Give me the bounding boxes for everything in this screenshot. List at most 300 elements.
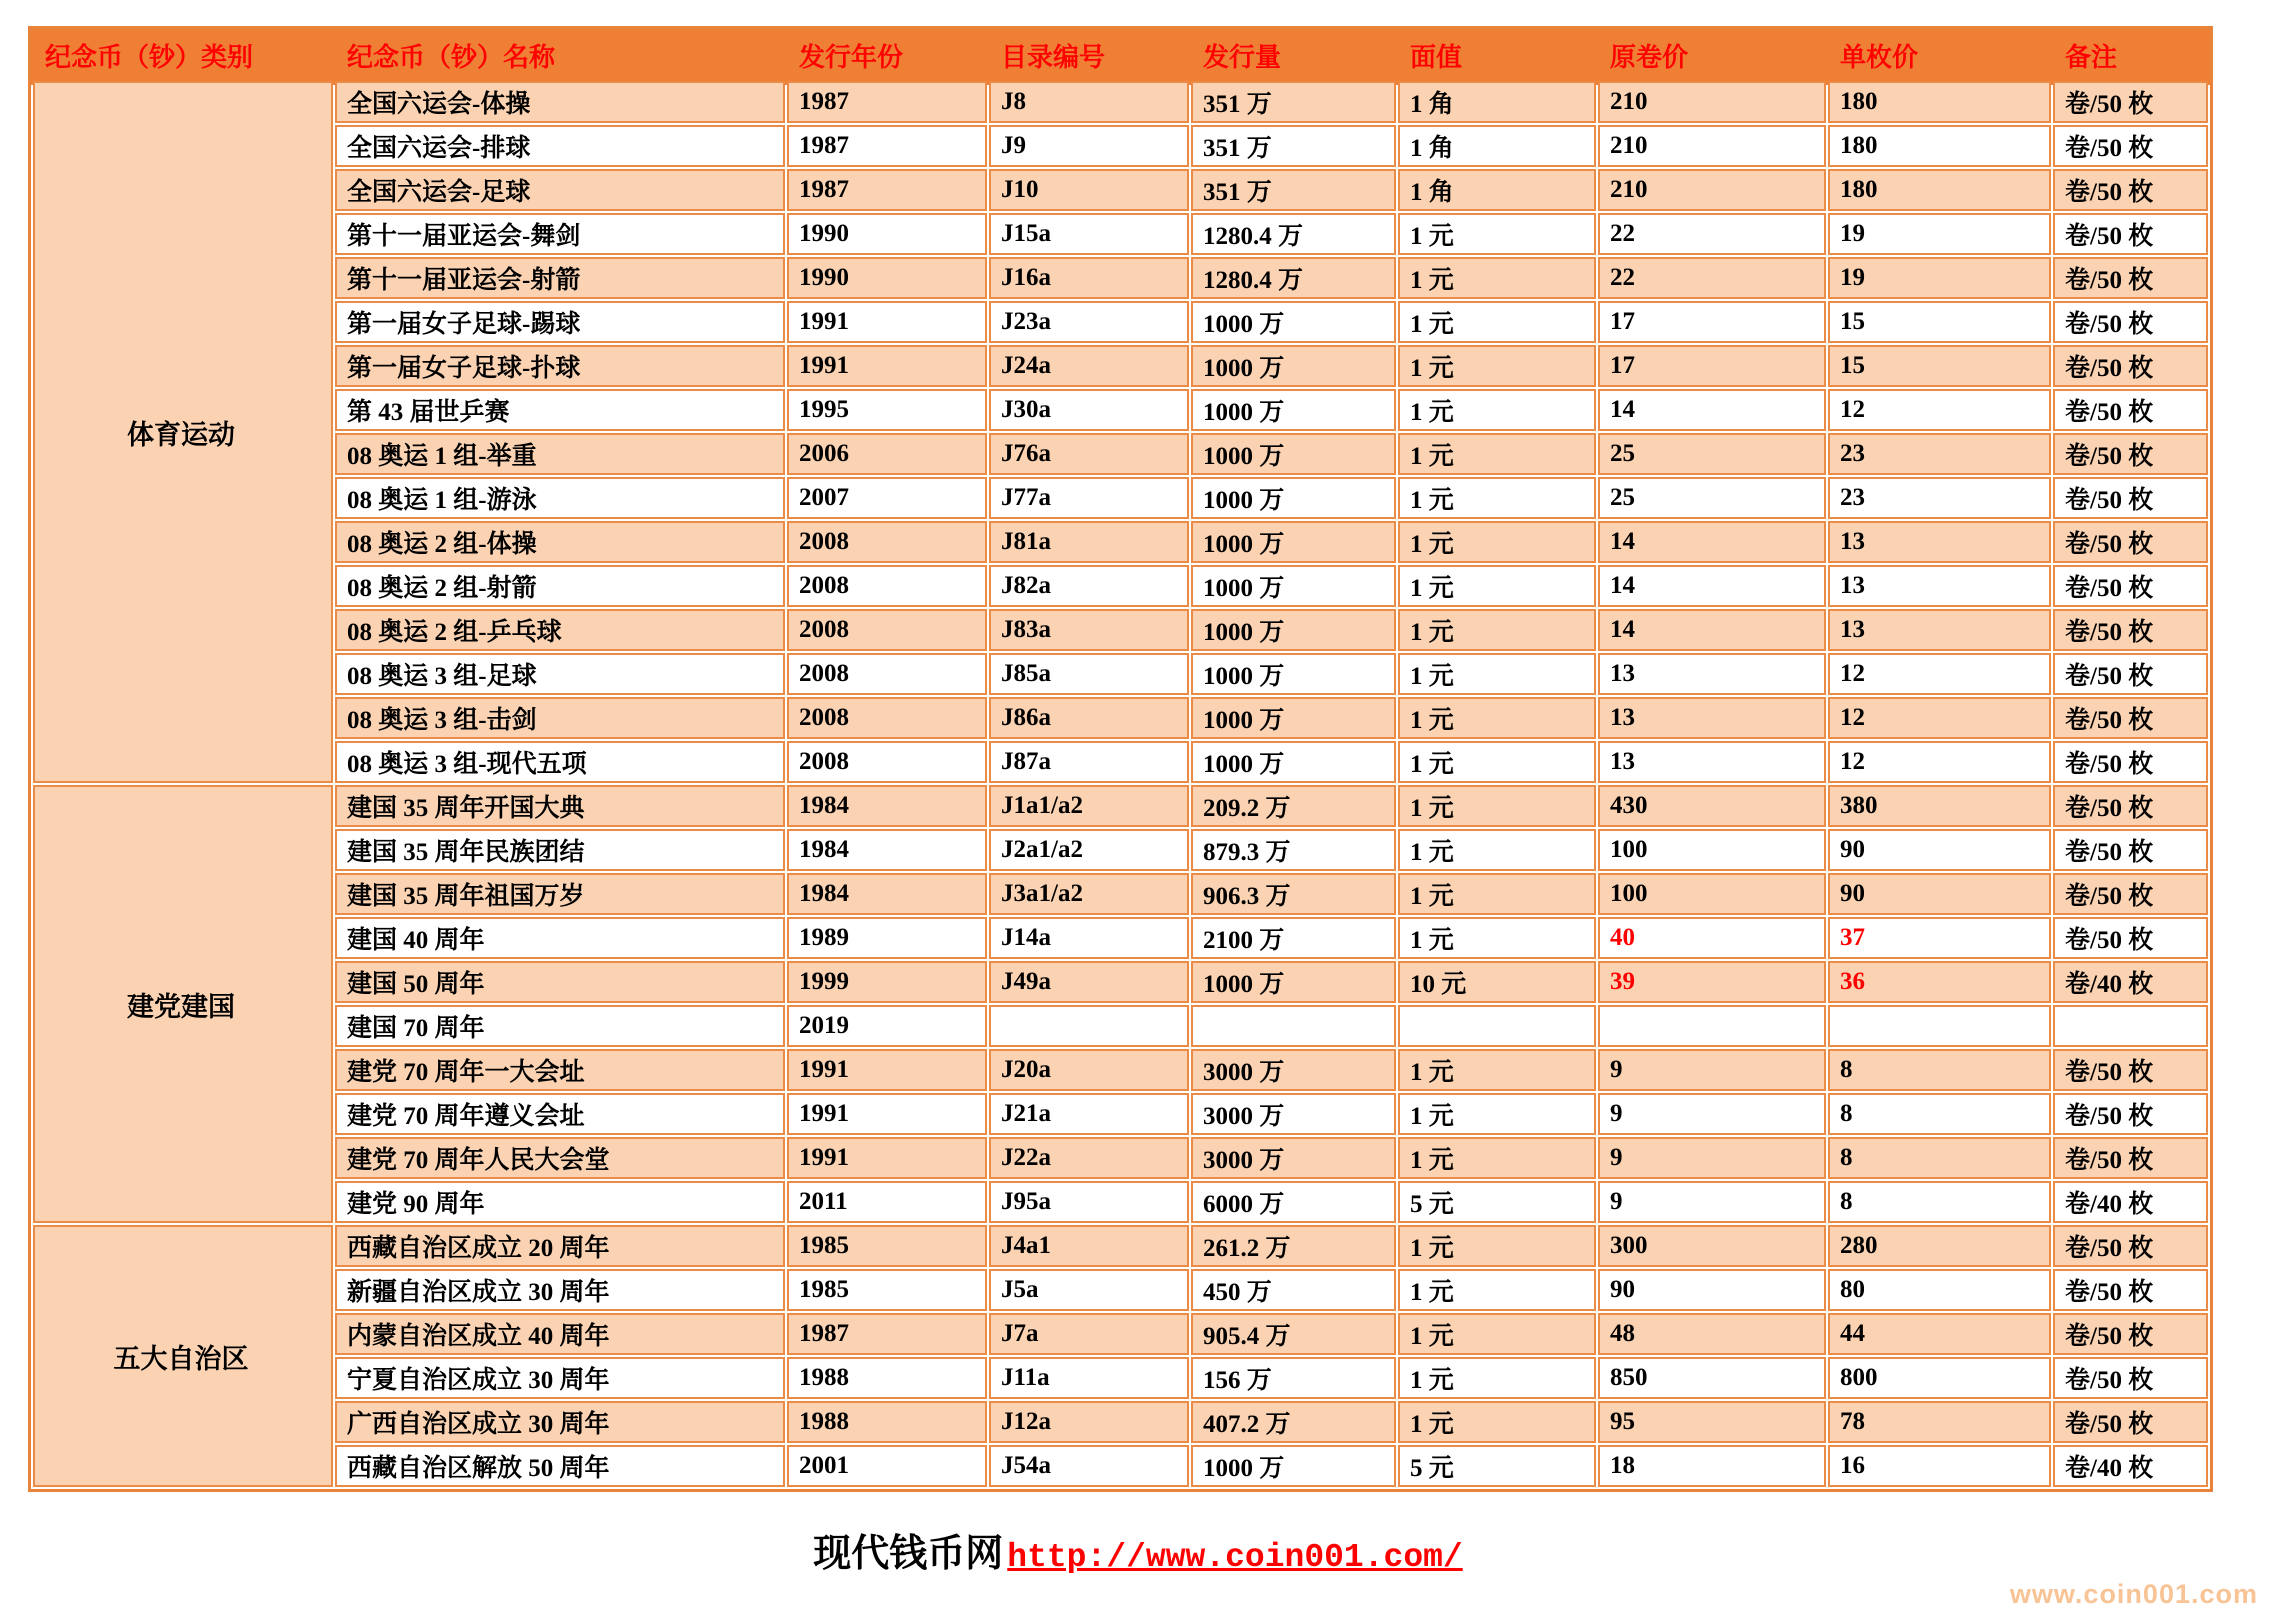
catalog-cell: J5a	[989, 1269, 1189, 1311]
roll-price-cell: 300	[1598, 1225, 1826, 1267]
face-value-cell: 1 元	[1398, 1093, 1596, 1135]
roll-price-cell: 48	[1598, 1313, 1826, 1355]
quantity-cell: 1000 万	[1191, 345, 1396, 387]
year-cell: 2007	[787, 477, 987, 519]
catalog-cell: J4a1	[989, 1225, 1189, 1267]
table-row	[33, 829, 2208, 871]
quantity-cell: 1000 万	[1191, 961, 1396, 1003]
table-row	[33, 477, 2208, 519]
roll-price-cell: 850	[1598, 1357, 1826, 1399]
face-value-cell: 1 元	[1398, 873, 1596, 915]
quantity-cell: 1000 万	[1191, 521, 1396, 563]
name-cell: 08 奥运 3 组-击剑	[335, 697, 785, 739]
face-value-cell: 1 元	[1398, 917, 1596, 959]
name-cell: 建国 35 周年祖国万岁	[335, 873, 785, 915]
single-price-cell: 23	[1828, 433, 2051, 475]
single-price-cell: 12	[1828, 389, 2051, 431]
single-price-cell: 8	[1828, 1181, 2051, 1223]
face-value-cell: 1 角	[1398, 169, 1596, 211]
name-cell: 新疆自治区成立 30 周年	[335, 1269, 785, 1311]
name-cell: 第一届女子足球-扑球	[335, 345, 785, 387]
note-cell: 卷/50 枚	[2053, 1269, 2208, 1311]
single-price-cell: 80	[1828, 1269, 2051, 1311]
roll-price-cell: 9	[1598, 1049, 1826, 1091]
note-cell: 卷/50 枚	[2053, 873, 2208, 915]
table-row	[33, 565, 2208, 607]
single-price-cell: 90	[1828, 873, 2051, 915]
catalog-cell: J9	[989, 125, 1189, 167]
face-value-cell: 1 角	[1398, 125, 1596, 167]
single-price-cell: 180	[1828, 125, 2051, 167]
category-cell: 建党建国	[33, 785, 333, 1223]
name-cell: 西藏自治区解放 50 周年	[335, 1445, 785, 1487]
roll-price-cell: 39	[1598, 961, 1826, 1003]
table-row	[33, 1049, 2208, 1091]
name-cell: 内蒙自治区成立 40 周年	[335, 1313, 785, 1355]
face-value-cell: 1 元	[1398, 697, 1596, 739]
table-row	[33, 653, 2208, 695]
year-cell: 1984	[787, 785, 987, 827]
table-row	[33, 389, 2208, 431]
year-cell: 1991	[787, 1093, 987, 1135]
face-value-cell: 1 元	[1398, 521, 1596, 563]
site-name: 现代钱币网	[813, 1533, 1004, 1575]
note-cell: 卷/50 枚	[2053, 521, 2208, 563]
note-cell: 卷/50 枚	[2053, 1137, 2208, 1179]
column-header-single-price: 单枚价	[1828, 31, 2051, 79]
year-cell: 1987	[787, 81, 987, 123]
name-cell: 建党 70 周年一大会址	[335, 1049, 785, 1091]
name-cell: 建国 70 周年	[335, 1005, 785, 1047]
name-cell: 建国 40 周年	[335, 917, 785, 959]
quantity-cell: 1000 万	[1191, 741, 1396, 783]
note-cell	[2053, 1005, 2208, 1047]
single-price-cell: 13	[1828, 609, 2051, 651]
column-header-name: 纪念币（钞）名称	[335, 31, 785, 79]
catalog-cell: J8	[989, 81, 1189, 123]
face-value-cell: 1 元	[1398, 829, 1596, 871]
roll-price-cell: 17	[1598, 345, 1826, 387]
single-price-cell: 12	[1828, 653, 2051, 695]
note-cell: 卷/50 枚	[2053, 565, 2208, 607]
quantity-cell: 351 万	[1191, 125, 1396, 167]
roll-price-cell: 210	[1598, 125, 1826, 167]
quantity-cell: 906.3 万	[1191, 873, 1396, 915]
quantity-cell: 1000 万	[1191, 565, 1396, 607]
note-cell: 卷/50 枚	[2053, 1225, 2208, 1267]
table-row	[33, 1005, 2208, 1047]
year-cell: 1991	[787, 1049, 987, 1091]
face-value-cell: 1 元	[1398, 257, 1596, 299]
note-cell: 卷/40 枚	[2053, 1445, 2208, 1487]
roll-price-cell: 9	[1598, 1137, 1826, 1179]
catalog-cell: J14a	[989, 917, 1189, 959]
category-cell: 五大自治区	[33, 1225, 333, 1487]
quantity-cell: 1280.4 万	[1191, 213, 1396, 255]
single-price-cell: 37	[1828, 917, 2051, 959]
note-cell: 卷/50 枚	[2053, 345, 2208, 387]
table-row	[33, 345, 2208, 387]
face-value-cell: 1 元	[1398, 301, 1596, 343]
name-cell: 建党 90 周年	[335, 1181, 785, 1223]
single-price-cell: 16	[1828, 1445, 2051, 1487]
catalog-cell: J15a	[989, 213, 1189, 255]
quantity-cell: 3000 万	[1191, 1137, 1396, 1179]
catalog-cell: J54a	[989, 1445, 1189, 1487]
roll-price-cell: 13	[1598, 653, 1826, 695]
name-cell: 08 奥运 3 组-足球	[335, 653, 785, 695]
quantity-cell: 1000 万	[1191, 697, 1396, 739]
note-cell: 卷/50 枚	[2053, 433, 2208, 475]
catalog-cell: J95a	[989, 1181, 1189, 1223]
face-value-cell: 1 元	[1398, 433, 1596, 475]
roll-price-cell: 22	[1598, 213, 1826, 255]
note-cell: 卷/50 枚	[2053, 917, 2208, 959]
catalog-cell: J87a	[989, 741, 1189, 783]
single-price-cell: 180	[1828, 169, 2051, 211]
note-cell: 卷/50 枚	[2053, 1357, 2208, 1399]
face-value-cell: 1 角	[1398, 81, 1596, 123]
table-row	[33, 1181, 2208, 1223]
year-cell: 1985	[787, 1225, 987, 1267]
catalog-cell: J23a	[989, 301, 1189, 343]
note-cell: 卷/50 枚	[2053, 1093, 2208, 1135]
roll-price-cell: 40	[1598, 917, 1826, 959]
table-header-row	[33, 31, 2208, 79]
single-price-cell: 12	[1828, 697, 2051, 739]
single-price-cell	[1828, 1005, 2051, 1047]
watermark-text: www.coin001.com	[2009, 1579, 2258, 1609]
catalog-cell: J3a1/a2	[989, 873, 1189, 915]
face-value-cell: 1 元	[1398, 1357, 1596, 1399]
year-cell: 1987	[787, 1313, 987, 1355]
note-cell: 卷/50 枚	[2053, 697, 2208, 739]
note-cell: 卷/50 枚	[2053, 81, 2208, 123]
single-price-cell: 12	[1828, 741, 2051, 783]
roll-price-cell: 14	[1598, 609, 1826, 651]
table-row	[33, 521, 2208, 563]
year-cell: 1987	[787, 169, 987, 211]
name-cell: 广西自治区成立 30 周年	[335, 1401, 785, 1443]
catalog-cell: J22a	[989, 1137, 1189, 1179]
roll-price-cell: 14	[1598, 565, 1826, 607]
table-row	[33, 169, 2208, 211]
year-cell: 1988	[787, 1357, 987, 1399]
single-price-cell: 280	[1828, 1225, 2051, 1267]
year-cell: 2008	[787, 741, 987, 783]
note-cell: 卷/50 枚	[2053, 1049, 2208, 1091]
quantity-cell: 450 万	[1191, 1269, 1396, 1311]
roll-price-cell: 25	[1598, 433, 1826, 475]
roll-price-cell: 100	[1598, 829, 1826, 871]
category-cell: 体育运动	[33, 81, 333, 783]
single-price-cell: 13	[1828, 521, 2051, 563]
quantity-cell: 209.2 万	[1191, 785, 1396, 827]
table-row	[33, 1445, 2208, 1487]
roll-price-cell: 90	[1598, 1269, 1826, 1311]
roll-price-cell: 210	[1598, 81, 1826, 123]
roll-price-cell: 25	[1598, 477, 1826, 519]
roll-price-cell	[1598, 1005, 1826, 1047]
quantity-cell: 1000 万	[1191, 301, 1396, 343]
face-value-cell: 1 元	[1398, 609, 1596, 651]
roll-price-cell: 14	[1598, 521, 1826, 563]
name-cell: 第 43 届世乒赛	[335, 389, 785, 431]
site-url-link[interactable]: http://www.coin001.com/	[1007, 1539, 1463, 1576]
table-row	[33, 433, 2208, 475]
year-cell: 1999	[787, 961, 987, 1003]
face-value-cell: 5 元	[1398, 1181, 1596, 1223]
year-cell: 1987	[787, 125, 987, 167]
quantity-cell: 1000 万	[1191, 477, 1396, 519]
year-cell: 1991	[787, 301, 987, 343]
catalog-cell: J2a1/a2	[989, 829, 1189, 871]
note-cell: 卷/40 枚	[2053, 961, 2208, 1003]
note-cell: 卷/50 枚	[2053, 477, 2208, 519]
catalog-cell: J77a	[989, 477, 1189, 519]
commemorative-coin-price-table	[28, 26, 2213, 1492]
name-cell: 08 奥运 1 组-游泳	[335, 477, 785, 519]
name-cell: 08 奥运 2 组-乒乓球	[335, 609, 785, 651]
name-cell: 建党 70 周年人民大会堂	[335, 1137, 785, 1179]
table-row	[33, 1313, 2208, 1355]
face-value-cell: 1 元	[1398, 1313, 1596, 1355]
quantity-cell: 261.2 万	[1191, 1225, 1396, 1267]
face-value-cell: 1 元	[1398, 213, 1596, 255]
quantity-cell: 905.4 万	[1191, 1313, 1396, 1355]
note-cell: 卷/40 枚	[2053, 1181, 2208, 1223]
face-value-cell: 1 元	[1398, 653, 1596, 695]
column-header-catalog-no: 目录编号	[989, 31, 1189, 79]
catalog-cell: J20a	[989, 1049, 1189, 1091]
note-cell: 卷/50 枚	[2053, 1313, 2208, 1355]
face-value-cell: 1 元	[1398, 1225, 1596, 1267]
table-row	[33, 257, 2208, 299]
face-value-cell: 1 元	[1398, 1137, 1596, 1179]
year-cell: 2011	[787, 1181, 987, 1223]
quantity-cell: 3000 万	[1191, 1049, 1396, 1091]
face-value-cell: 1 元	[1398, 741, 1596, 783]
catalog-cell: J49a	[989, 961, 1189, 1003]
column-header-note: 备注	[2053, 31, 2208, 79]
name-cell: 08 奥运 1 组-举重	[335, 433, 785, 475]
face-value-cell: 1 元	[1398, 565, 1596, 607]
catalog-cell: J85a	[989, 653, 1189, 695]
year-cell: 1989	[787, 917, 987, 959]
note-cell: 卷/50 枚	[2053, 213, 2208, 255]
note-cell: 卷/50 枚	[2053, 785, 2208, 827]
table-row	[33, 1357, 2208, 1399]
year-cell: 1991	[787, 1137, 987, 1179]
name-cell: 第一届女子足球-踢球	[335, 301, 785, 343]
roll-price-cell: 13	[1598, 741, 1826, 783]
single-price-cell: 36	[1828, 961, 2051, 1003]
note-cell: 卷/50 枚	[2053, 829, 2208, 871]
column-header-roll-price: 原卷价	[1598, 31, 1826, 79]
name-cell: 宁夏自治区成立 30 周年	[335, 1357, 785, 1399]
quantity-cell	[1191, 1005, 1396, 1047]
face-value-cell	[1398, 1005, 1596, 1047]
face-value-cell: 1 元	[1398, 1049, 1596, 1091]
year-cell: 2008	[787, 609, 987, 651]
table-row	[33, 697, 2208, 739]
single-price-cell: 8	[1828, 1137, 2051, 1179]
table-row	[33, 785, 2208, 827]
single-price-cell: 8	[1828, 1093, 2051, 1135]
face-value-cell: 1 元	[1398, 345, 1596, 387]
face-value-cell: 1 元	[1398, 477, 1596, 519]
face-value-cell: 1 元	[1398, 1269, 1596, 1311]
year-cell: 2006	[787, 433, 987, 475]
catalog-cell: J10	[989, 169, 1189, 211]
table-row	[33, 917, 2208, 959]
quantity-cell: 1000 万	[1191, 433, 1396, 475]
table-row	[33, 1401, 2208, 1443]
roll-price-cell: 18	[1598, 1445, 1826, 1487]
catalog-cell: J76a	[989, 433, 1189, 475]
year-cell: 2008	[787, 653, 987, 695]
quantity-cell: 1000 万	[1191, 653, 1396, 695]
catalog-cell: J83a	[989, 609, 1189, 651]
table-row	[33, 609, 2208, 651]
year-cell: 1991	[787, 345, 987, 387]
name-cell: 全国六运会-排球	[335, 125, 785, 167]
face-value-cell: 10 元	[1398, 961, 1596, 1003]
single-price-cell: 180	[1828, 81, 2051, 123]
table-row	[33, 873, 2208, 915]
single-price-cell: 23	[1828, 477, 2051, 519]
face-value-cell: 1 元	[1398, 389, 1596, 431]
roll-price-cell: 100	[1598, 873, 1826, 915]
catalog-cell: J11a	[989, 1357, 1189, 1399]
catalog-cell: J1a1/a2	[989, 785, 1189, 827]
name-cell: 全国六运会-体操	[335, 81, 785, 123]
single-price-cell: 800	[1828, 1357, 2051, 1399]
quantity-cell: 1000 万	[1191, 1445, 1396, 1487]
note-cell: 卷/50 枚	[2053, 389, 2208, 431]
note-cell: 卷/50 枚	[2053, 653, 2208, 695]
quantity-cell: 351 万	[1191, 169, 1396, 211]
single-price-cell: 44	[1828, 1313, 2051, 1355]
roll-price-cell: 14	[1598, 389, 1826, 431]
roll-price-cell: 430	[1598, 785, 1826, 827]
year-cell: 1990	[787, 257, 987, 299]
table-row	[33, 961, 2208, 1003]
face-value-cell: 1 元	[1398, 1401, 1596, 1443]
year-cell: 1984	[787, 829, 987, 871]
single-price-cell: 19	[1828, 257, 2051, 299]
single-price-cell: 19	[1828, 213, 2051, 255]
roll-price-cell: 95	[1598, 1401, 1826, 1443]
roll-price-cell: 22	[1598, 257, 1826, 299]
table-row	[33, 741, 2208, 783]
catalog-cell: J21a	[989, 1093, 1189, 1135]
table-row	[33, 301, 2208, 343]
quantity-cell: 2100 万	[1191, 917, 1396, 959]
single-price-cell: 380	[1828, 785, 2051, 827]
catalog-cell: J16a	[989, 257, 1189, 299]
catalog-cell: J82a	[989, 565, 1189, 607]
note-cell: 卷/50 枚	[2053, 125, 2208, 167]
note-cell: 卷/50 枚	[2053, 1401, 2208, 1443]
name-cell: 第十一届亚运会-射箭	[335, 257, 785, 299]
roll-price-cell: 9	[1598, 1093, 1826, 1135]
name-cell: 建国 35 周年民族团结	[335, 829, 785, 871]
name-cell: 西藏自治区成立 20 周年	[335, 1225, 785, 1267]
quantity-cell: 1000 万	[1191, 609, 1396, 651]
table-row	[33, 1225, 2208, 1267]
column-header-issue-volume: 发行量	[1191, 31, 1396, 79]
year-cell: 1984	[787, 873, 987, 915]
name-cell: 建国 35 周年开国大典	[335, 785, 785, 827]
name-cell: 全国六运会-足球	[335, 169, 785, 211]
table-row	[33, 1269, 2208, 1311]
table-row	[33, 213, 2208, 255]
year-cell: 1988	[787, 1401, 987, 1443]
quantity-cell: 156 万	[1191, 1357, 1396, 1399]
year-cell: 2008	[787, 565, 987, 607]
catalog-cell: J24a	[989, 345, 1189, 387]
single-price-cell: 13	[1828, 565, 2051, 607]
name-cell: 08 奥运 2 组-射箭	[335, 565, 785, 607]
roll-price-cell: 210	[1598, 169, 1826, 211]
note-cell: 卷/50 枚	[2053, 741, 2208, 783]
column-header-category: 纪念币（钞）类别	[33, 31, 333, 79]
year-cell: 1995	[787, 389, 987, 431]
face-value-cell: 1 元	[1398, 785, 1596, 827]
note-cell: 卷/50 枚	[2053, 609, 2208, 651]
roll-price-cell: 17	[1598, 301, 1826, 343]
single-price-cell: 90	[1828, 829, 2051, 871]
single-price-cell: 15	[1828, 345, 2051, 387]
year-cell: 2019	[787, 1005, 987, 1047]
table-row	[33, 1093, 2208, 1135]
single-price-cell: 15	[1828, 301, 2051, 343]
catalog-cell: J12a	[989, 1401, 1189, 1443]
column-header-issue-year: 发行年份	[787, 31, 987, 79]
note-cell: 卷/50 枚	[2053, 257, 2208, 299]
quantity-cell: 351 万	[1191, 81, 1396, 123]
name-cell: 第十一届亚运会-舞剑	[335, 213, 785, 255]
year-cell: 2008	[787, 521, 987, 563]
quantity-cell: 879.3 万	[1191, 829, 1396, 871]
single-price-cell: 78	[1828, 1401, 2051, 1443]
quantity-cell: 407.2 万	[1191, 1401, 1396, 1443]
quantity-cell: 1000 万	[1191, 389, 1396, 431]
face-value-cell: 5 元	[1398, 1445, 1596, 1487]
catalog-cell	[989, 1005, 1189, 1047]
year-cell: 1985	[787, 1269, 987, 1311]
single-price-cell: 8	[1828, 1049, 2051, 1091]
name-cell: 建党 70 周年遵义会址	[335, 1093, 785, 1135]
catalog-cell: J7a	[989, 1313, 1189, 1355]
table-row	[33, 125, 2208, 167]
name-cell: 建国 50 周年	[335, 961, 785, 1003]
catalog-cell: J30a	[989, 389, 1189, 431]
name-cell: 08 奥运 2 组-体操	[335, 521, 785, 563]
quantity-cell: 6000 万	[1191, 1181, 1396, 1223]
quantity-cell: 3000 万	[1191, 1093, 1396, 1135]
catalog-cell: J81a	[989, 521, 1189, 563]
table-row	[33, 1137, 2208, 1179]
column-header-face-value: 面值	[1398, 31, 1596, 79]
note-cell: 卷/50 枚	[2053, 301, 2208, 343]
year-cell: 2001	[787, 1445, 987, 1487]
quantity-cell: 1280.4 万	[1191, 257, 1396, 299]
roll-price-cell: 9	[1598, 1181, 1826, 1223]
catalog-cell: J86a	[989, 697, 1189, 739]
year-cell: 1990	[787, 213, 987, 255]
